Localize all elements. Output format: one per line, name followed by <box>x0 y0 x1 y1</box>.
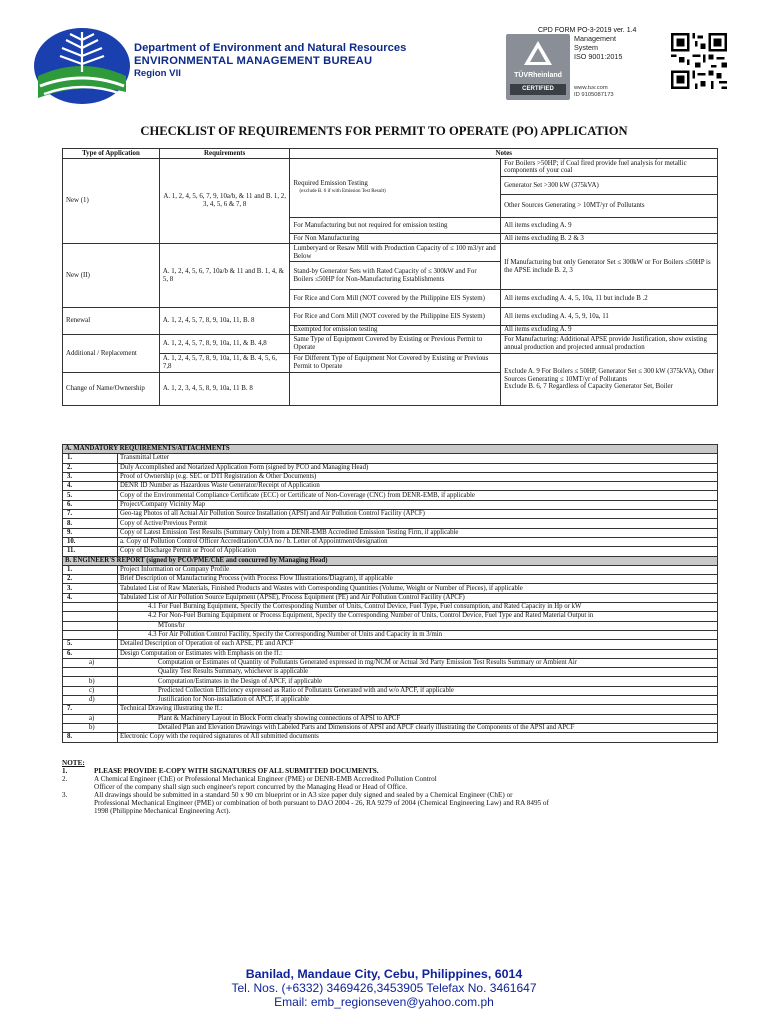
item-number <box>63 612 118 621</box>
item-text: a. Copy of Pollution Control Officer Accreditation/COA no / b. Letter of Appointment/designation <box>118 537 718 546</box>
rice-corn-mill-renewal: For Rice and Corn Mill (NOT covered by the Philippine EIS System) <box>290 308 501 326</box>
list-item <box>63 454 718 463</box>
list-item <box>63 723 718 732</box>
additional-note-2-cell <box>501 354 718 406</box>
item-text: Technical Drawing illustrating the ff.: <box>118 705 718 714</box>
item-text: Copy of Active/Previous Permit <box>118 519 718 528</box>
footer <box>0 967 768 1009</box>
item-text: Copy of Discharge Permit or Proof of Application <box>118 547 718 556</box>
req-new-1 <box>159 159 290 244</box>
type-new-1: New (1) <box>63 159 160 244</box>
item-text: DENR ID Number as Hazardous Waste Generator/Receipt of Application <box>118 482 718 491</box>
rice-corn-mill-new: For Rice and Corn Mill (NOT covered by the Philippine EIS System) <box>290 290 501 308</box>
item-text: Geo-tag Photos of all Actual Air Pollution Source Installation (APSI) and Air Pollution Control Facility (APCF) <box>118 510 718 519</box>
note-other-sources: Other Sources Generating > 10MT/yr of Pollutants <box>501 195 718 218</box>
note-1-number: 1. <box>62 767 68 775</box>
agency-name: Department of Environment and Natural Resources <box>134 42 407 54</box>
note-generator: Generator Set >300 kW (375kVA) <box>501 176 718 195</box>
item-number: c) <box>63 686 118 695</box>
note-2-text <box>94 775 437 791</box>
non-manufacturing: For Non Manufacturing <box>290 234 501 244</box>
list-item <box>63 658 718 667</box>
item-text: Computation or Estimates of Quantity of Pollutants Generated expressed in mg/NCM or Actual 3rd Party Emission Test Results Summary or Ambient Air <box>118 658 718 667</box>
item-text: Tabulated List of Air Pollution Source Equipment (APSE), Process Equipment (PE) and Air Pollution Control Facility (APCF) <box>118 593 718 602</box>
list-item <box>63 668 718 677</box>
list-item <box>63 510 718 519</box>
list-item <box>63 482 718 491</box>
note-3 <box>62 791 722 815</box>
requirements-table <box>62 444 718 743</box>
item-number: 8. <box>63 519 118 528</box>
standby-note: If Manufacturing but only Generator Set ≤ 300kW or For Boilers ≤50HP is the APSE include B. 2, 3 <box>501 244 718 290</box>
item-number <box>63 621 118 630</box>
list-item <box>63 547 718 556</box>
list-item <box>63 593 718 602</box>
list-item <box>63 603 718 612</box>
application-types-table <box>62 148 718 406</box>
list-item <box>63 612 718 621</box>
management-system-text <box>574 34 622 61</box>
type-additional: Additional / Replacement <box>63 335 160 373</box>
cert-web-info <box>574 85 614 99</box>
additional-note-2: Exclude A. 9 For Boilers ≤ 50HP, Generator Set ≤ 300 kW (375kVA), Other Sources Generating ≤ 10MT/yr of Pollutants <box>504 368 714 383</box>
list-item <box>63 640 718 649</box>
footer-address: Banilad, Mandaue City, Cebu, Philippines, 6014 <box>245 967 523 981</box>
requirements-body <box>63 445 718 743</box>
table-row <box>63 308 718 326</box>
note-2 <box>62 775 722 791</box>
tuv-certified-logo-icon <box>506 34 570 100</box>
list-item <box>63 537 718 546</box>
item-number: d) <box>63 696 118 705</box>
item-number: 6. <box>63 500 118 509</box>
same-equipment: Same Type of Equipment Covered by Existing or Previous Permit to Operate <box>290 335 501 354</box>
note-3-line3: 1998 (Philippine Mechanical Engineering Act). <box>94 807 231 815</box>
item-number: b) <box>63 677 118 686</box>
req-additional-different: A. 1, 2, 4, 5, 7, 8, 9, 10a, 11, & B. 4, 5, 6, 7,8 <box>159 354 290 373</box>
manuf-not-required: For Manufacturing but not required for emission testing <box>290 218 501 234</box>
cert-band: CERTIFIED <box>510 84 566 95</box>
item-number: 4. <box>63 593 118 602</box>
note-1 <box>62 767 722 775</box>
note-2-line2: Officer of the company shall sign such engineer's report concurred by the Managing Head or Head of Office. <box>94 783 408 791</box>
ms-line1: Management <box>574 34 616 43</box>
item-text: Design Computation or Estimates with Emphasis on the ff.: <box>118 649 718 658</box>
list-item <box>63 491 718 500</box>
item-number <box>63 630 118 639</box>
list-item <box>63 621 718 630</box>
note-2-line1: A Chemical Engineer (ChE) or Professional Mechanical Engineer (PME) or DENR-EMB Accredited Pollution Control <box>94 775 437 783</box>
qr-code-icon <box>671 33 727 89</box>
section-b-header-title: B. ENGINEER'S REPORT (signed by PCO/PME/ChE and concurred by Managing Head) <box>63 556 718 565</box>
rice-corn-mill-new-note: All items excluding A. 4, 5, 10a, 11 but include B .2 <box>501 290 718 308</box>
item-number: 6. <box>63 649 118 658</box>
triangle-icon <box>523 40 553 66</box>
ms-line3: ISO 9001:2015 <box>574 52 623 61</box>
item-number: 10. <box>63 537 118 546</box>
list-item <box>63 584 718 593</box>
item-number: 2. <box>63 575 118 584</box>
change-note: Exclude B. 6, 7 Regardless of Capacity Generator Set, Boiler <box>504 383 673 391</box>
list-item <box>63 686 718 695</box>
item-number: 3. <box>63 472 118 481</box>
col-header-notes: Notes <box>290 149 718 159</box>
form-number: CPD FORM PO-3-2019 ver. 1.4 <box>538 27 637 34</box>
item-number: a) <box>63 714 118 723</box>
section-a-header <box>63 445 718 454</box>
item-number: 2. <box>63 463 118 472</box>
rice-corn-mill-renewal-note: All items excluding A. 4, 5, 9, 10a, 11 <box>501 308 718 326</box>
item-text: 4.1 For Fuel Burning Equipment, Specify the Corresponding Number of Units, Control Device, Fuel Type, Fuel consumption, and Rated Capacity in Hp or kW <box>118 603 718 612</box>
type-renewal: Renewal <box>63 308 160 335</box>
note-1-text: PLEASE PROVIDE E-COPY WITH SIGNATURES OF ALL SUBMITTED DOCUMENTS. <box>94 767 379 775</box>
col-header-requirements: Requirements <box>159 149 290 159</box>
item-text: Duly Accomplished and Notarized Application Form (signed by PCO and Managing Head) <box>118 463 718 472</box>
exempted-emission-note: All items excluding A. 9 <box>501 326 718 335</box>
list-item <box>63 519 718 528</box>
notes-section <box>62 759 722 815</box>
item-number: 7. <box>63 705 118 714</box>
item-text: Quality Test Results Summary, whichever is applicable <box>118 668 718 677</box>
req-new-2: A. 1, 2, 4, 5, 6, 7, 10a/b & 11 and B. 1, 4, & 5, 8 <box>159 244 290 308</box>
emission-testing-label: Required Emission Testing <box>293 180 368 188</box>
list-item <box>63 677 718 686</box>
table-row <box>63 159 718 177</box>
item-number: 1. <box>63 565 118 574</box>
item-text: Proof of Ownership (e.g. SEC or DTI Registration & Other Documents) <box>118 472 718 481</box>
note-boilers: For Boilers >50HP; if Coal fired provide fuel analysis for metallic components of your coal <box>501 159 718 177</box>
note-3-line2: Professional Mechanical Engineer (PME) or combination of both pursuant to DAO 2004 - 26, RA 9279 of 2004 (Chemical Engineering Law) and RA 8495 of <box>94 799 549 807</box>
item-number: 11. <box>63 547 118 556</box>
req-new-1-text: A. 1, 2, 4, 5, 6, 7, 9, 10a/b, & 11 and B. 1, 2, 3, 4, 5, 6 & 7, 8 <box>163 193 286 208</box>
item-number <box>63 668 118 677</box>
item-number <box>63 603 118 612</box>
list-item <box>63 500 718 509</box>
item-number: 8. <box>63 733 118 742</box>
list-item <box>63 575 718 584</box>
item-number: a) <box>63 658 118 667</box>
section-b-header <box>63 556 718 565</box>
item-text: MTons/hr <box>118 621 718 630</box>
agency-block <box>134 42 464 80</box>
emb-logo-icon <box>32 26 132 106</box>
item-text: Computation/Estimates in the Design of APCF, if applicable <box>118 677 718 686</box>
cert-id: ID 9105087173 <box>574 92 614 98</box>
list-item <box>63 565 718 574</box>
region-name: Region VII <box>134 68 181 79</box>
exempted-emission: Exempted for emission testing <box>290 326 501 335</box>
item-text: Justification for Non-installation of APCF, if applicable <box>118 696 718 705</box>
note-3-text <box>94 791 549 815</box>
item-text: Detailed Description of Operation of each APSE, PE and APCF <box>118 640 718 649</box>
list-item <box>63 696 718 705</box>
item-text: Copy of the Environmental Compliance Certificate (ECC) or Certificate of Non-Coverage (CNC) from DENR-EMB, if applicable <box>118 491 718 500</box>
item-text: Copy of Latest Emission Test Results (Summary Only) from a DENR-EMB Accredited Emission Testing Firm, if applicable <box>118 528 718 537</box>
item-text: 4.3 For Air Pollution Control Facility, Specify the Corresponding Number of Units and Capacity in m 3/min <box>118 630 718 639</box>
table-header-row <box>63 149 718 159</box>
item-number: 9. <box>63 528 118 537</box>
item-number: b) <box>63 723 118 732</box>
note-2-number: 2. <box>62 775 68 783</box>
item-text: Predicted Collection Efficiency expressed as Ratio of Pollutants Generated with and w/o APCF, if applicable <box>118 686 718 695</box>
item-number: 3. <box>63 584 118 593</box>
item-text: Electronic Copy with the required signatures of All submitted documents <box>118 733 718 742</box>
change-empty <box>290 373 501 406</box>
list-item <box>63 733 718 742</box>
list-item <box>63 714 718 723</box>
type-change: Change of Name/Ownership <box>63 373 160 406</box>
item-text: Brief Description of Manufacturing Process (with Process Flow Illustrations/Diagram), if applicable <box>118 575 718 584</box>
list-item <box>63 630 718 639</box>
emission-testing-cell <box>290 159 501 218</box>
note-3-number: 3. <box>62 791 68 799</box>
table-row <box>63 244 718 262</box>
item-text: Tabulated List of Raw Materials, Finished Products and Wastes with Corresponding Quantities (Volume, Weight or Number of Pieces), if applicable <box>118 584 718 593</box>
item-text: 4.2 For Non-Fuel Burning Equipment or Process Equipment, Specify the Corresponding Number of Units, Control Device, Fuel Type and Rated Material Output in <box>118 612 718 621</box>
ms-line2: System <box>574 43 598 52</box>
table-row <box>63 335 718 354</box>
standby-generator: Stand-by Generator Sets with Rated Capacity of ≤ 300kW and For Boilers ≤50HP for Non-Manufacturing Establishments <box>290 262 501 290</box>
item-text: Plant & Machinery Layout in Block Form clearly showing connections of APSI to APCF <box>118 714 718 723</box>
footer-email: Email: emb_regionseven@yahoo.com.ph <box>274 995 494 1009</box>
item-number: 4. <box>63 482 118 491</box>
list-item <box>63 472 718 481</box>
list-item <box>63 705 718 714</box>
different-equipment: For Different Type of Equipment Not Covered by Existing or Previous Permit to Operate <box>290 354 501 373</box>
item-number: 5. <box>63 491 118 500</box>
list-item <box>63 528 718 537</box>
note-3-line1: All drawings should be submitted in a standard 50 x 90 cm blueprint or in A3 size paper duly signed and sealed by a Chemical Engineer (ChE) or <box>94 791 513 799</box>
req-renewal: A. 1, 2, 4, 5, 7, 8, 9, 10a, 11, B. 8 <box>159 308 290 335</box>
item-number: 1. <box>63 454 118 463</box>
manuf-not-required-note: All items excluding A. 9 <box>501 218 718 234</box>
cert-brand: TÜVRheinland <box>514 72 562 79</box>
type-new-2: New (II) <box>63 244 160 308</box>
item-text: Project Information or Company Profile <box>118 565 718 574</box>
item-text: Transmittal Letter <box>118 454 718 463</box>
item-text: Project/Company Vicinity Map <box>118 500 718 509</box>
bureau-name: ENVIRONMENTAL MANAGEMENT BUREAU <box>134 55 373 67</box>
cert-website: www.tuv.com <box>574 85 608 91</box>
emission-testing-sub: (exclude B. 6 if with Emission Test Result) <box>299 189 386 194</box>
col-header-type: Type of Application <box>63 149 160 159</box>
document-title: CHECKLIST OF REQUIREMENTS FOR PERMIT TO OPERATE (PO) APPLICATION <box>140 124 628 138</box>
item-text: Detailed Plan and Elevation Drawings with Labeled Parts and Dimensions of APSI and APCF clearly illustrating the Components of the APSI and APCF <box>118 723 718 732</box>
item-number: 5. <box>63 640 118 649</box>
list-item <box>63 649 718 658</box>
item-number: 7. <box>63 510 118 519</box>
req-additional-same: A. 1, 2, 4, 5, 7, 8, 9, 10a, 11, & B. 4,8 <box>159 335 290 354</box>
table-row <box>63 354 718 373</box>
list-item <box>63 463 718 472</box>
lumberyard: Lumberyard or Resaw Mill with Production Capacity of ≤ 100 m3/yr and Below <box>290 244 501 262</box>
section-a-header-title: A. MANDATORY REQUIREMENTS/ATTACHMENTS <box>63 445 718 454</box>
notes-heading: NOTE: <box>62 759 85 767</box>
additional-note-1: For Manufacturing: Additional APSE provide Justification, show existing annual production and projected annual production <box>501 335 718 354</box>
non-manufacturing-note: All items excluding B. 2 & 3 <box>501 234 718 244</box>
req-change: A. 1, 2, 3, 4, 5, 8, 9, 10a, 11 B. 8 <box>159 373 290 406</box>
footer-telephone: Tel. Nos. (+6332) 3469426,3453905 Telefax No. 3461647 <box>231 981 537 995</box>
